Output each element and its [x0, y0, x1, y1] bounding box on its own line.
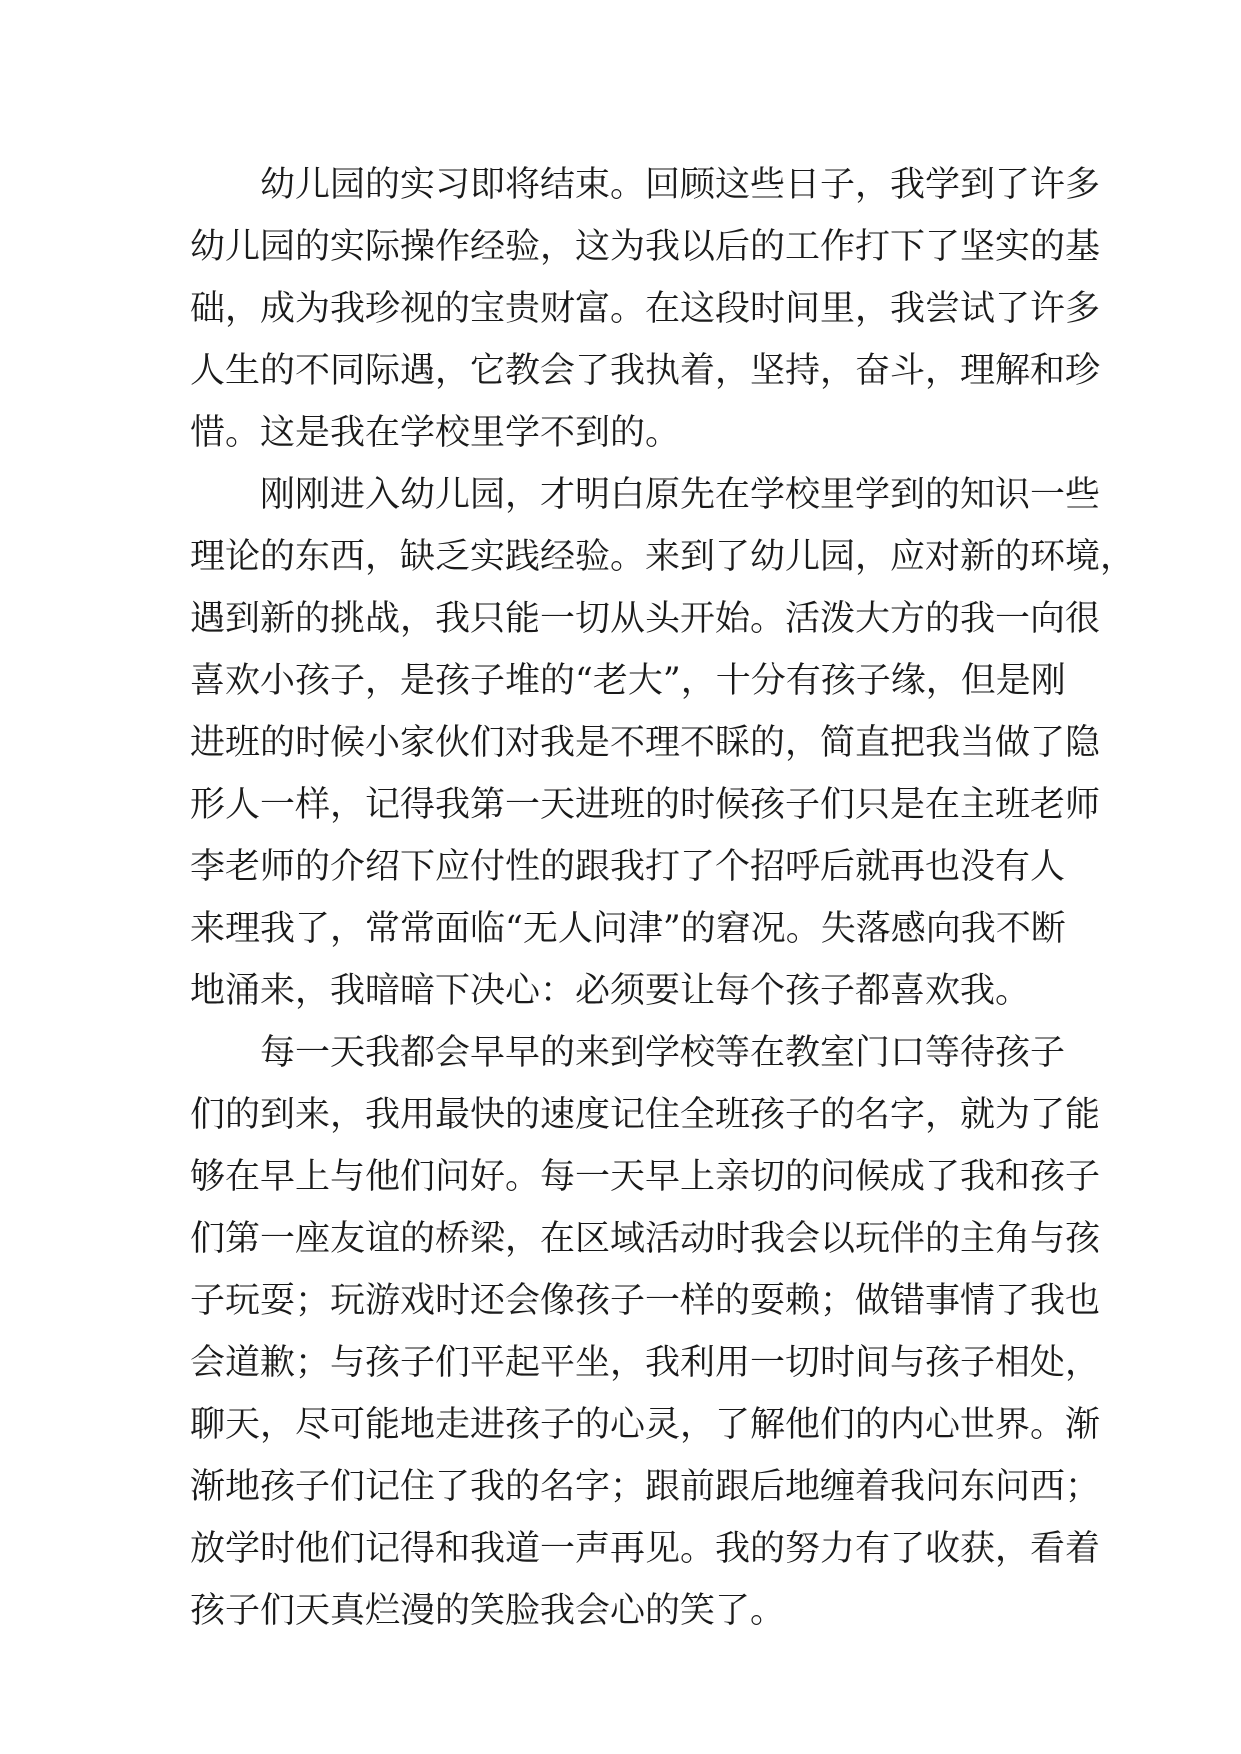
text-line: 进班的时候小家伙们对我是不理不睬的，简直把我当做了隐: [190, 723, 1101, 763]
text-line: 聊天，尽可能地走进孩子的心灵，了解他们的内心世界。渐: [190, 1405, 1101, 1445]
text-line: 人生的不同际遇，它教会了我执着，坚持，奋斗，理解和珍: [190, 351, 1101, 391]
text-line: 孩子们天真烂漫的笑脸我会心的笑了。: [190, 1591, 786, 1631]
text-line: 李老师的介绍下应付性的跟我打了个招呼后就再也没有人: [190, 847, 1066, 887]
text-line: 们第一座友谊的桥梁，在区域活动时我会以玩伴的主角与孩: [190, 1219, 1101, 1259]
text-line: 理论的东西，缺乏实践经验。来到了幼儿园，应对新的环境，: [190, 537, 1136, 577]
text-line: 形人一样，记得我第一天进班的时候孩子们只是在主班老师: [190, 785, 1101, 825]
document-body: [190, 154, 1136, 1642]
text-line: 子玩耍；玩游戏时还会像孩子一样的耍赖；做错事情了我也: [190, 1281, 1101, 1321]
paragraph-3: [190, 1022, 1101, 1642]
text-line: 会道歉；与孩子们平起平坐，我利用一切时间与孩子相处，: [190, 1343, 1101, 1383]
text-line: 们的到来，我用最快的速度记住全班孩子的名字，就为了能: [190, 1095, 1101, 1135]
text-line: 幼儿园的实际操作经验，这为我以后的工作打下了坚实的基: [190, 227, 1101, 267]
text-line: 刚刚进入幼儿园，才明白原先在学校里学到的知识一些: [260, 475, 1101, 515]
text-line: 幼儿园的实习即将结束。回顾这些日子，我学到了许多: [260, 165, 1101, 205]
text-line: 每一天我都会早早的来到学校等在教室门口等待孩子: [260, 1033, 1066, 1073]
text-line: 础，成为我珍视的宝贵财富。在这段时间里，我尝试了许多: [190, 289, 1101, 329]
text-line: 来理我了，常常面临“无人问津”的窘况。失落感向我不断: [190, 909, 1066, 949]
text-line: 够在早上与他们问好。每一天早上亲切的问候成了我和孩子: [190, 1157, 1101, 1197]
text-line: 渐地孩子们记住了我的名字；跟前跟后地缠着我问东问西；: [190, 1467, 1101, 1507]
paragraph-2: [190, 464, 1136, 1022]
text-line: 地涌来，我暗暗下决心：必须要让每个孩子都喜欢我。: [190, 971, 1031, 1011]
text-line: 喜欢小孩子，是孩子堆的“老大”，十分有孩子缘，但是刚: [190, 661, 1066, 701]
text-line: 放学时他们记得和我道一声再见。我的努力有了收获，看着: [190, 1529, 1101, 1569]
text-line: 惜。这是我在学校里学不到的。: [190, 413, 681, 453]
paragraph-1: [190, 154, 1101, 464]
text-line: 遇到新的挑战，我只能一切从头开始。活泼大方的我一向很: [190, 599, 1101, 639]
